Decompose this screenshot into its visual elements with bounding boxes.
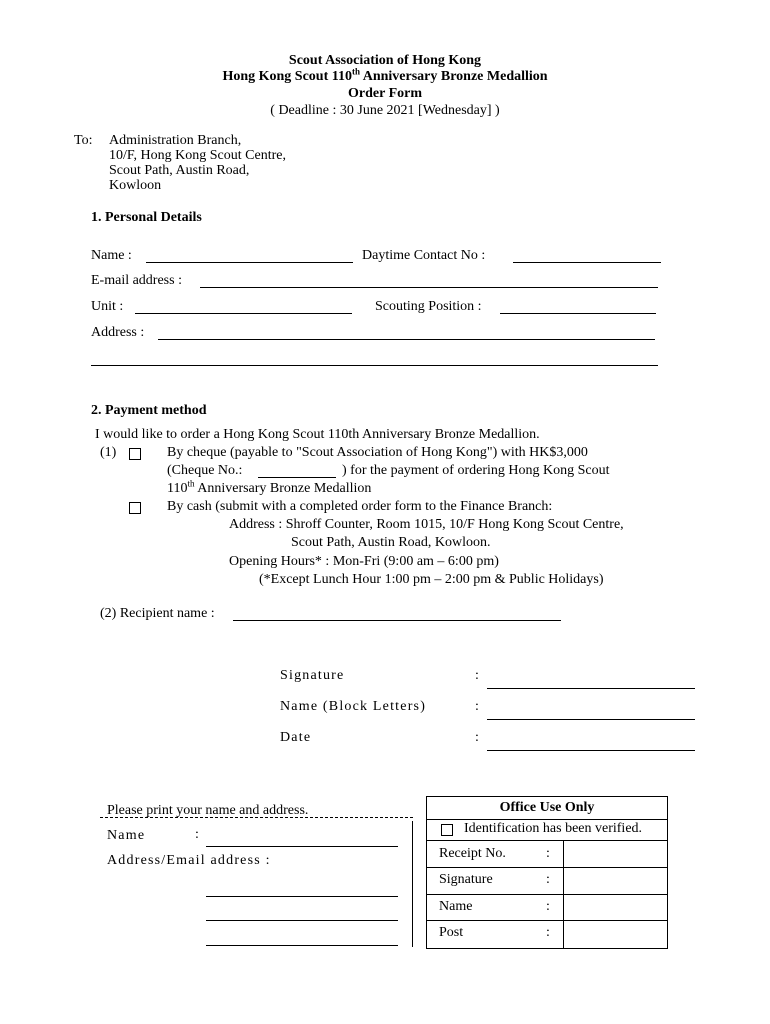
payment-heading: 2. Payment method [91, 403, 207, 418]
title-sup: th [351, 66, 360, 77]
date-label: Date [280, 730, 312, 745]
contact-field[interactable] [513, 262, 661, 263]
recipient-field[interactable] [233, 620, 561, 621]
deadline: ( Deadline : 30 June 2021 [Wednesday] ) [270, 103, 500, 118]
date-field[interactable] [487, 750, 695, 751]
cheque-line-3-sup: th [187, 478, 195, 489]
office-signature-colon: : [546, 872, 550, 887]
office-use-box [426, 796, 668, 949]
cheque-line-2: ) for the payment of ordering Hong Kong Scout [342, 463, 610, 478]
mailing-address-label: Address/Email address : [107, 853, 271, 868]
office-name-label: Name [439, 899, 473, 914]
to-label: To: [74, 133, 93, 148]
date-colon: : [475, 730, 479, 745]
signature-label: Signature [280, 668, 345, 683]
unit-field[interactable] [135, 313, 352, 314]
to-line-2: 10/F, Hong Kong Scout Centre, [109, 148, 286, 163]
cheque-line-3 [167, 478, 372, 497]
office-post-label: Post [439, 925, 464, 940]
cheque-checkbox[interactable] [129, 448, 141, 460]
office-divider-1 [427, 819, 667, 820]
contact-label: Daytime Contact No : [362, 248, 486, 263]
to-line-4: Kowloon [109, 178, 162, 193]
verified-label: Identification has been verified. [464, 821, 643, 836]
cash-address-2: Scout Path, Austin Road, Kowloon. [291, 535, 491, 550]
office-title: Office Use Only [499, 800, 595, 815]
cheque-no-label: (Cheque No.: [167, 463, 243, 478]
mailing-name-label: Name [107, 828, 146, 843]
to-line-1: Administration Branch, [109, 133, 242, 148]
org-name: Scout Association of Hong Kong [288, 53, 482, 68]
address-field-2[interactable] [91, 365, 658, 366]
block-name-label: Name (Block Letters) [280, 699, 427, 714]
mailing-right-border [412, 821, 413, 947]
mailing-address-field-3[interactable] [206, 945, 398, 946]
position-label: Scouting Position : [375, 299, 482, 314]
form-subtitle [0, 66, 770, 85]
email-label: E-mail address : [91, 273, 182, 288]
title-pre: Hong Kong Scout 110 [222, 69, 352, 84]
personal-heading: 1. Personal Details [91, 210, 202, 225]
option-number: (1) [100, 445, 117, 460]
office-post-colon: : [546, 925, 550, 940]
name-field[interactable] [146, 262, 353, 263]
title-post: Anniversary Bronze Medallion [359, 69, 548, 84]
to-line-3: Scout Path, Austin Road, [109, 163, 250, 178]
cheque-no-field[interactable] [258, 477, 336, 478]
office-divider-2 [427, 840, 667, 841]
office-divider-3 [427, 867, 667, 868]
cheque-line-1: By cheque (payable to "Scout Association of Hong Kong") with HK$3,000 [167, 445, 588, 460]
office-divider-5 [427, 920, 667, 921]
office-name-colon: : [546, 899, 550, 914]
signature-colon: : [475, 668, 479, 683]
name-label: Name : [91, 248, 132, 263]
cash-checkbox[interactable] [129, 502, 141, 514]
position-field[interactable] [500, 313, 656, 314]
mailing-instruction: Please print your name and address. [107, 803, 309, 818]
address-field[interactable] [158, 339, 655, 340]
mailing-name-colon: : [195, 827, 199, 842]
cash-line-1: By cash (submit with a completed order form to the Finance Branch: [167, 499, 553, 514]
payment-intro: I would like to order a Hong Kong Scout 110th Anniversary Bronze Medallion. [95, 427, 540, 442]
address-label: Address : [91, 325, 145, 340]
mailing-dashed-top [100, 817, 413, 818]
email-field[interactable] [200, 287, 658, 288]
cheque-line-3-pre: 110 [167, 481, 188, 496]
block-name-field[interactable] [487, 719, 695, 720]
recipient-label: (2) Recipient name : [100, 606, 215, 621]
opening-hours: Opening Hours* : Mon-Fri (9:00 am – 6:00 pm) [229, 554, 499, 569]
receipt-no-colon: : [546, 846, 550, 861]
cheque-line-3-post: Anniversary Bronze Medallion [194, 481, 372, 496]
opening-exception: (*Except Lunch Hour 1:00 pm – 2:00 pm & Public Holidays) [259, 572, 604, 587]
unit-label: Unit : [91, 299, 124, 314]
receipt-no-label: Receipt No. [439, 846, 506, 861]
mailing-address-field-1[interactable] [206, 896, 398, 897]
verified-checkbox[interactable] [441, 824, 453, 836]
mailing-address-field-2[interactable] [206, 920, 398, 921]
office-signature-label: Signature [439, 872, 493, 887]
signature-field[interactable] [487, 688, 695, 689]
block-name-colon: : [475, 699, 479, 714]
form-title: Order Form [348, 86, 422, 101]
mailing-name-field[interactable] [206, 846, 398, 847]
cash-address-1: Address : Shroff Counter, Room 1015, 10/F Hong Kong Scout Centre, [229, 517, 624, 532]
office-divider-4 [427, 894, 667, 895]
